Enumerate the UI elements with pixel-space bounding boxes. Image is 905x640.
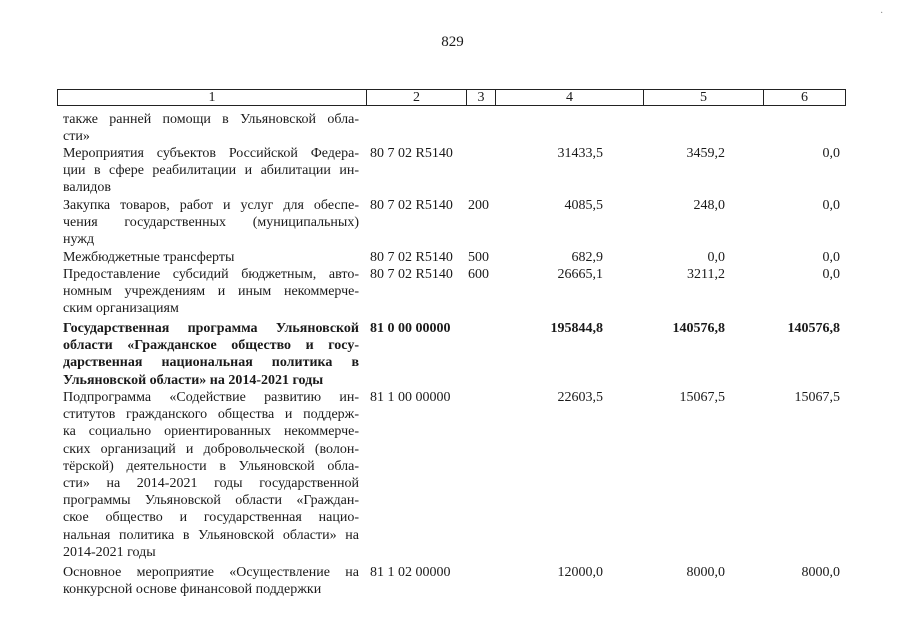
row-name-line: конкурсной основе финансовой поддержки — [63, 582, 322, 598]
row-name-line: 2014-2021 годы — [63, 544, 156, 560]
row-value-2021: 15067,5 — [794, 390, 840, 405]
row-code: 80 7 02 R5140 — [370, 267, 453, 282]
column-header-5: 5 — [644, 90, 764, 106]
row-name-line: Ульяновской области» на 2014-2021 годы — [63, 372, 324, 388]
row-name-line: области «Гражданское общество и госу- — [63, 338, 359, 354]
row-name-line: валидов — [63, 180, 111, 196]
row-value-2021: 140576,8 — [787, 321, 840, 336]
row-name-line: Государственная программа Ульяновской — [63, 321, 359, 336]
row-name-line: ции в сфере реабилитации и абилитации ин- — [63, 163, 359, 179]
column-header-1: 1 — [58, 90, 367, 106]
row-name-line: Подпрограмма «Содействие развитию ин- — [63, 390, 359, 405]
row-name-line: нальная политика в Ульяновской области» на — [63, 527, 359, 543]
row-value-2019: 195844,8 — [550, 321, 603, 336]
column-header-6: 6 — [764, 90, 846, 106]
row-value-2021: 8000,0 — [801, 565, 840, 580]
row-value-2021: 0,0 — [822, 146, 840, 161]
column-header-table — [57, 89, 846, 106]
column-header-4: 4 — [496, 90, 644, 106]
row-name-line: также ранней помощи в Ульяновской обла- — [63, 112, 359, 127]
row-value-2020: 140576,8 — [672, 321, 725, 336]
row-name-line: Основное мероприятие «Осуществление на — [63, 565, 359, 580]
row-value-2019: 682,9 — [571, 250, 603, 265]
row-value-2019: 12000,0 — [557, 565, 603, 580]
row-name-line: Мероприятия субъектов Российской Федера- — [63, 146, 359, 161]
row-name — [63, 111, 359, 145]
row-code: 80 7 02 R5140 — [370, 250, 453, 265]
row-name-line: сти» — [63, 129, 90, 145]
row-name-line: сти» на 2014-2021 годы государственной — [63, 476, 359, 492]
row-name-line: ститутов гражданского общества и поддерж- — [63, 407, 359, 423]
row-code: 81 0 00 00000 — [370, 321, 451, 336]
page-number: 829 — [441, 34, 464, 50]
row-value-2019: 26665,1 — [557, 267, 603, 282]
row-name-line: ка социально ориентированных некоммерче- — [63, 424, 359, 440]
column-header-3: 3 — [467, 90, 496, 106]
row-name — [63, 197, 359, 249]
row-name-line: дарственная национальная политика в — [63, 355, 359, 371]
row-name-line: чения государственных (муниципальных) — [63, 215, 359, 231]
row-code: 80 7 02 R5140 — [370, 198, 453, 213]
row-name-line: ским организациям — [63, 301, 179, 317]
row-name-line: программы Ульяновской области «Граждан- — [63, 493, 359, 509]
row-value-2020: 248,0 — [693, 198, 725, 213]
row-name-line: нужд — [63, 232, 95, 248]
row-name — [63, 266, 359, 318]
row-value-2021: 0,0 — [822, 198, 840, 213]
column-header-row — [58, 90, 846, 106]
row-value-2020: 0,0 — [707, 250, 725, 265]
row-name-line: Предоставление субсидий бюджетным, авто- — [63, 267, 359, 282]
row-code: 80 7 02 R5140 — [370, 146, 453, 161]
row-value-2020: 15067,5 — [679, 390, 725, 405]
row-value-2021: 0,0 — [822, 250, 840, 265]
row-name — [63, 389, 359, 561]
row-name-line: ское общество и государственная нацио- — [63, 510, 359, 526]
row-value-2019: 4085,5 — [564, 198, 603, 213]
row-code: 81 1 00 00000 — [370, 390, 451, 405]
column-header-2: 2 — [367, 90, 467, 106]
row-name-line: номным учреждениям и иным некоммерче- — [63, 284, 359, 300]
row-name — [63, 249, 359, 266]
row-value-2020: 3459,2 — [686, 146, 725, 161]
row-name — [63, 320, 359, 389]
row-name-line: ских организаций и добровольческой (волон- — [63, 441, 359, 457]
row-value-2020: 8000,0 — [686, 565, 725, 580]
row-name-line: тёрской) деятельности в Ульяновской обла- — [63, 458, 359, 474]
row-expense-type: 500 — [468, 250, 489, 265]
row-name-line: Межбюджетные трансферты — [63, 250, 235, 265]
row-value-2019: 31433,5 — [557, 146, 603, 161]
row-expense-type: 600 — [468, 267, 489, 282]
row-name-line: Закупка товаров, работ и услуг для обеспе- — [63, 198, 359, 213]
row-value-2019: 22603,5 — [557, 390, 603, 405]
row-name — [63, 145, 359, 197]
row-expense-type: 200 — [468, 198, 489, 213]
scan-mark: · — [880, 8, 884, 19]
row-value-2021: 0,0 — [822, 267, 840, 282]
row-code: 81 1 02 00000 — [370, 565, 451, 580]
row-value-2020: 3211,2 — [687, 267, 725, 282]
row-name — [63, 564, 359, 598]
